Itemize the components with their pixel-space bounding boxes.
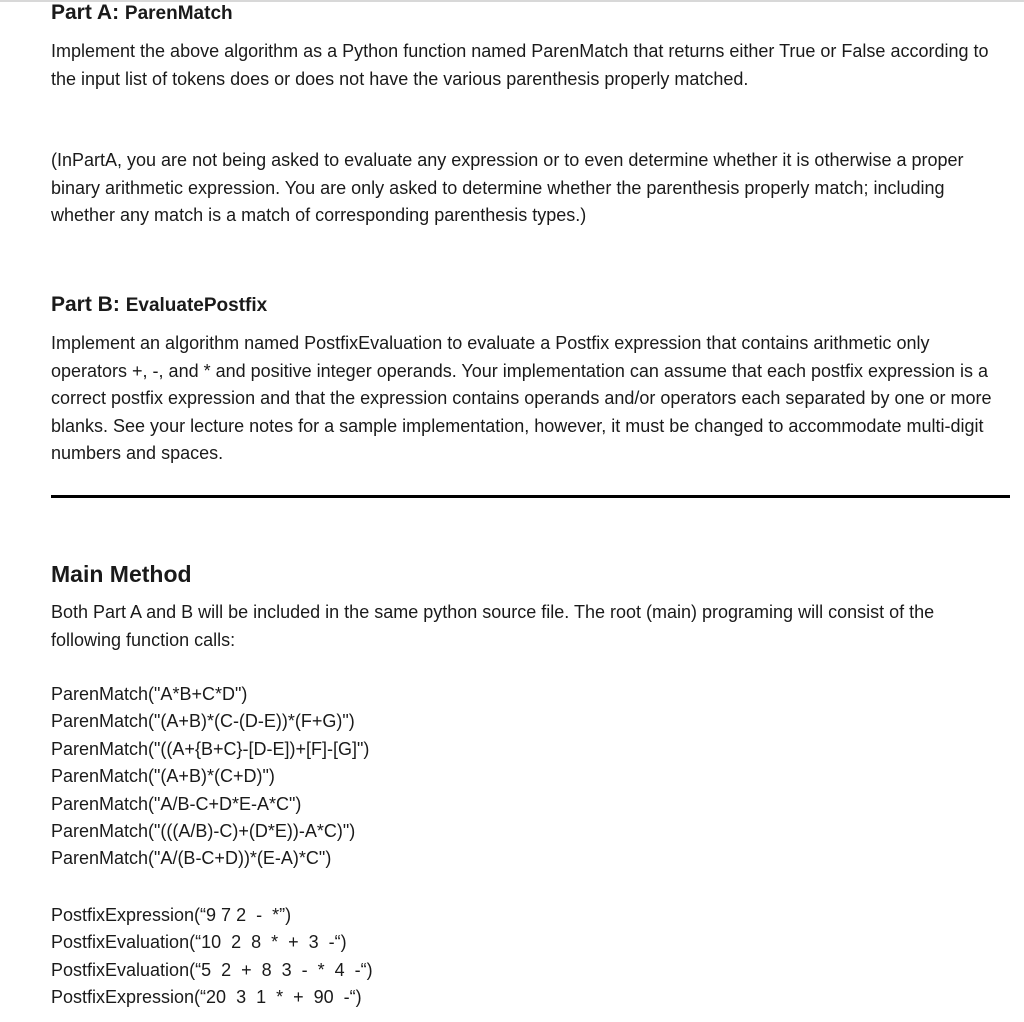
paren-call-line: ParenMatch("(A+B)*(C+D)") [51,766,275,787]
postfix-call-line: PostfixExpression(“20 3 1 * + 90 -“) [51,987,362,1008]
part-b-label: Part B: [51,293,120,316]
part-b-title: EvaluatePostfix [125,295,268,316]
part-a-title: ParenMatch [124,3,233,24]
part-b-heading [51,293,267,317]
part-a-paragraph-2: (InPartA, you are not being asked to evaluate any expression or to even determine whether it is otherwise a proper binary arithmetic expression. You are only asked to determine whether the parenthesis properly match; including whether any match is a match of corresponding parenthesis types.) [51,150,964,225]
paren-call-line: ParenMatch("A*B+C*D") [51,684,248,704]
part-a-heading [51,1,233,25]
paren-call-line: ParenMatch("(((A/B)-C)+(D*E))-A*C)") [51,821,356,842]
section-divider [51,495,1010,498]
paren-call-line: ParenMatch("A/(B-C+D))*(E-A)*C") [51,848,332,869]
postfix-call-line: PostfixExpression(“9 7 2 - *”) [51,905,292,925]
main-method-paragraph: Both Part A and B will be included in the same python source file. The root (main) programing will consist of the following function calls: [51,602,935,650]
paren-call-line: ParenMatch("(A+B)*(C-(D-E))*(F+G)") [51,711,355,732]
postfix-call-line: PostfixEvaluation(“10 2 8 * + 3 -“) [51,932,347,953]
postfix-calls [51,902,373,1012]
postfix-call-line: PostfixEvaluation(“5 2 + 8 3 - * 4 -“) [51,959,373,980]
part-a-paragraph-1: Implement the above algorithm as a Python function named ParenMatch that returns either True or False according to the input list of tokens does or does not have the various parenthesis properly matched. [51,41,989,89]
paren-call-line: ParenMatch("((A+{B+C}-[D-E])+[F]-[G]") [51,738,370,759]
main-method-heading: Main Method [51,561,192,587]
paren-match-calls [51,681,369,873]
part-a-label: Part A: [51,1,120,24]
paren-call-line: ParenMatch("A/B-C+D*E-A*C") [51,793,302,814]
part-b-paragraph: Implement an algorithm named PostfixEvaluation to evaluate a Postfix expression that contains arithmetic only operators +, -, and * and positive integer operands. Your implementation can assume that each postfix expression is a correct postfix expression and that the expression contains operands and/or operators each separated by one or more blanks. See your lecture notes for a sample implementation, however, it must be changed to accommodate multi-digit numbers and spaces. [51,333,992,463]
